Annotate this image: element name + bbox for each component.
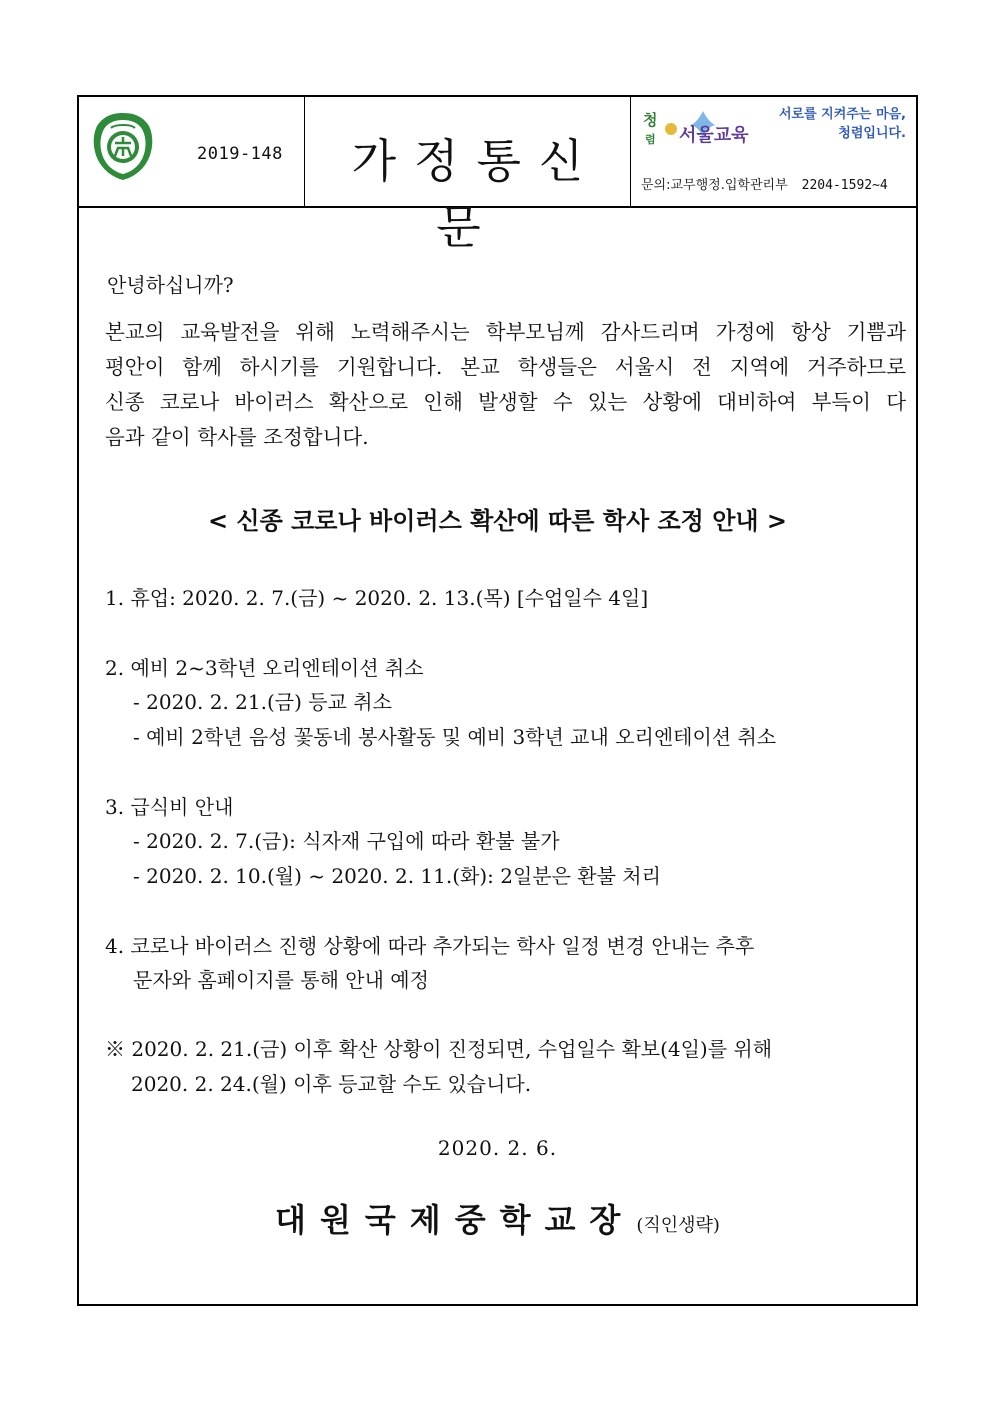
slogan [779,105,906,143]
item-2: 2. 예비 2~3학년 오리엔테이션 취소 [105,656,424,680]
slogan-line-1: 서로를 지켜주는 마음, [778,107,906,122]
intro-line: 신종 코로나 바이러스 확산으로 인해 발생할 수 있는 상황에 대비하여 부득이 다 [105,390,906,414]
header-table [79,97,916,254]
slogan-line-2: 청렴입니다. [838,126,906,141]
notice-frame [77,95,918,1306]
header-title-cell [305,97,631,254]
item-4-line-1: 4. 코로나 바이러스 진행 상황에 따라 추가되는 학사 일정 변경 안내는 추후 [105,934,755,958]
school-logo-icon [91,110,155,182]
item-2-sub-1: - 2020. 2. 21.(금) 등교 취소 [133,690,392,714]
note-line-1: ※ 2020. 2. 21.(금) 이후 확산 상황이 진정되면, 수업일수 확보(4일)를 위해 [105,1037,773,1061]
item-1: 1. 휴업: 2020. 2. 7.(금) ~ 2020. 2. 13.(목) [수업일수 4일] [105,586,649,610]
svg-text:렴: 렴 [645,133,656,146]
item-3-sub-2: - 2020. 2. 10.(월) ~ 2020. 2. 11.(화): 2일분은 환불 처리 [133,864,661,888]
seoul-education-logo-icon [641,105,751,149]
contact-label: 문의:교무행정.입학관리부 [641,178,788,193]
intro-line: 본교의 교육발전을 위해 노력해주시는 학부모님께 감사드리며 가정에 항상 기쁨과 [105,320,906,344]
note-line-2: 2020. 2. 24.(월) 이후 등교할 수도 있습니다. [131,1072,532,1096]
intro-line: 평안이 함께 하시기를 기원합니다. 본교 학생들은 서울시 전 지역에 거주하므로 [105,355,906,379]
item-4-line-2: 문자와 홈페이지를 통해 안내 예정 [133,968,429,992]
svg-text:서울교육: 서울교육 [679,125,749,146]
item-3: 3. 급식비 안내 [105,795,234,819]
header-right-cell [631,97,918,206]
page-title: 가정통신문 [351,134,602,254]
section-heading: < 신종 코로나 바이러스 확산에 따른 학사 조정 안내 > [207,507,788,535]
school-principal-name: 대원국제중학교장 [275,1201,635,1239]
issue-date: 2020. 2. 6. [437,1136,558,1160]
intro-paragraph [105,315,906,455]
item-3-sub-1: - 2020. 2. 7.(금): 식자재 구입에 따라 환불 불가 [133,829,560,853]
signature-block [79,1195,916,1241]
item-2-sub-2: - 예비 2학년 음성 꽃동네 봉사활동 및 예비 3학년 교내 오리엔테이션 취소 [133,725,777,749]
seal-omitted-note: (직인생략) [636,1215,720,1236]
greeting: 안녕하십니까? [107,273,234,297]
contact-info [641,174,888,193]
document-number: 2019-148 [197,144,283,164]
svg-text:청: 청 [643,111,658,129]
intro-line: 음과 같이 학사를 조정합니다. [105,425,369,449]
header-left-cell [79,97,305,206]
contact-phone: 2204-1592~4 [801,178,888,193]
